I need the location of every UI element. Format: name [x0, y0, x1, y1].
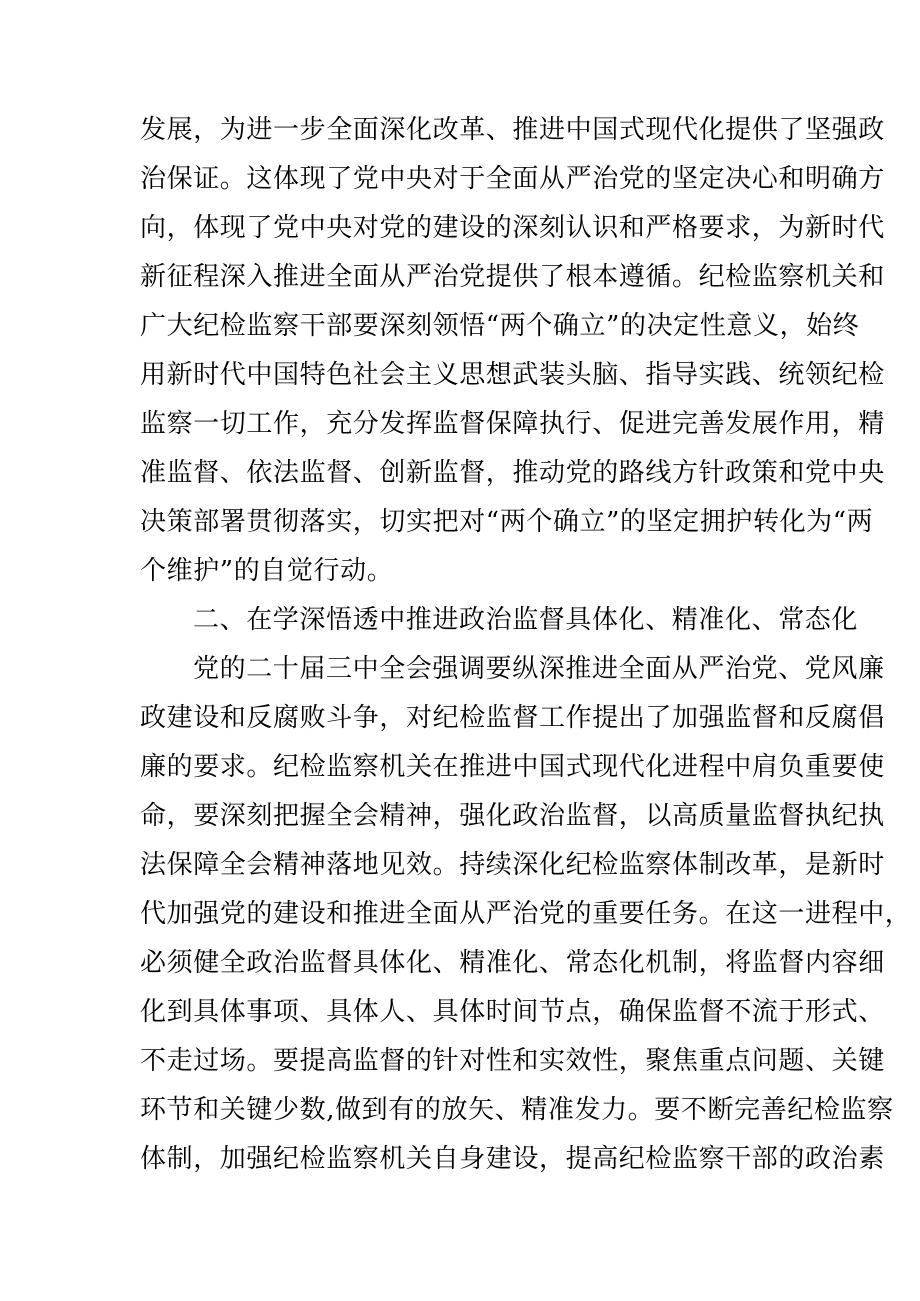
text-line: 决策部署贯彻落实，切实把对“两个确立”的坚定拥护转化为“两: [140, 507, 874, 537]
text-line: 准监督、依法监督、创新监督，推动党的路线方针政策和党中央: [140, 458, 885, 488]
text-line: 个维护”的自觉行动。: [140, 556, 394, 586]
text-line: 必须健全政治监督具体化、精准化、常态化机制，将监督内容细: [140, 948, 885, 978]
text-line: 不走过场。要提高监督的针对性和实效性，聚焦重点问题、关键: [140, 1046, 885, 1076]
text-line: 法保障全会精神落地见效。持续深化纪检监察体制改革，是新时: [140, 850, 885, 880]
text-line: 监察一切工作，充分发挥监督保障执行、促进完善发展作用，精: [140, 409, 885, 439]
text-line: 治保证。这体现了党中央对于全面从严治党的坚定决心和明确方: [140, 164, 885, 194]
section-heading: 二、在学深悟透中推进政治监督具体化、精准化、常态化: [193, 605, 859, 635]
text-line: 廉的要求。纪检监察机关在推进中国式现代化进程中肩负重要使: [140, 752, 885, 782]
text-line: 发展，为进一步全面深化改革、推进中国式现代化提供了坚强政: [140, 115, 885, 145]
text-line: 命，要深刻把握全会精神，强化政治监督，以高质量监督执纪执: [140, 801, 885, 831]
text-line: 用新时代中国特色社会主义思想武装头脑、指导实践、统领纪检: [140, 360, 885, 390]
text-line: 化到具体事项、具体人、具体时间节点，确保监督不流于形式、: [140, 997, 885, 1027]
text-line: 环节和关键少数,做到有的放矢、精准发力。要不断完善纪检监察: [140, 1095, 894, 1125]
text-line: 政建设和反腐败斗争，对纪检监督工作提出了加强监督和反腐倡: [140, 703, 885, 733]
text-line: 向，体现了党中央对党的建设的深刻认识和严格要求，为新时代: [140, 213, 885, 243]
text-line: 新征程深入推进全面从严治党提供了根本遵循。纪检监察机关和: [140, 262, 885, 292]
text-line: 代加强党的建设和推进全面从严治党的重要任务。在这一进程中，: [140, 899, 912, 929]
text-line: 体制，加强纪检监察机关自身建设，提高纪检监察干部的政治素: [140, 1144, 885, 1174]
text-line: 党的二十届三中全会强调要纵深推进全面从严治党、党风廉: [193, 654, 885, 684]
text-line: 广大纪检监察干部要深刻领悟“两个确立”的决定性意义，始终: [140, 311, 860, 341]
